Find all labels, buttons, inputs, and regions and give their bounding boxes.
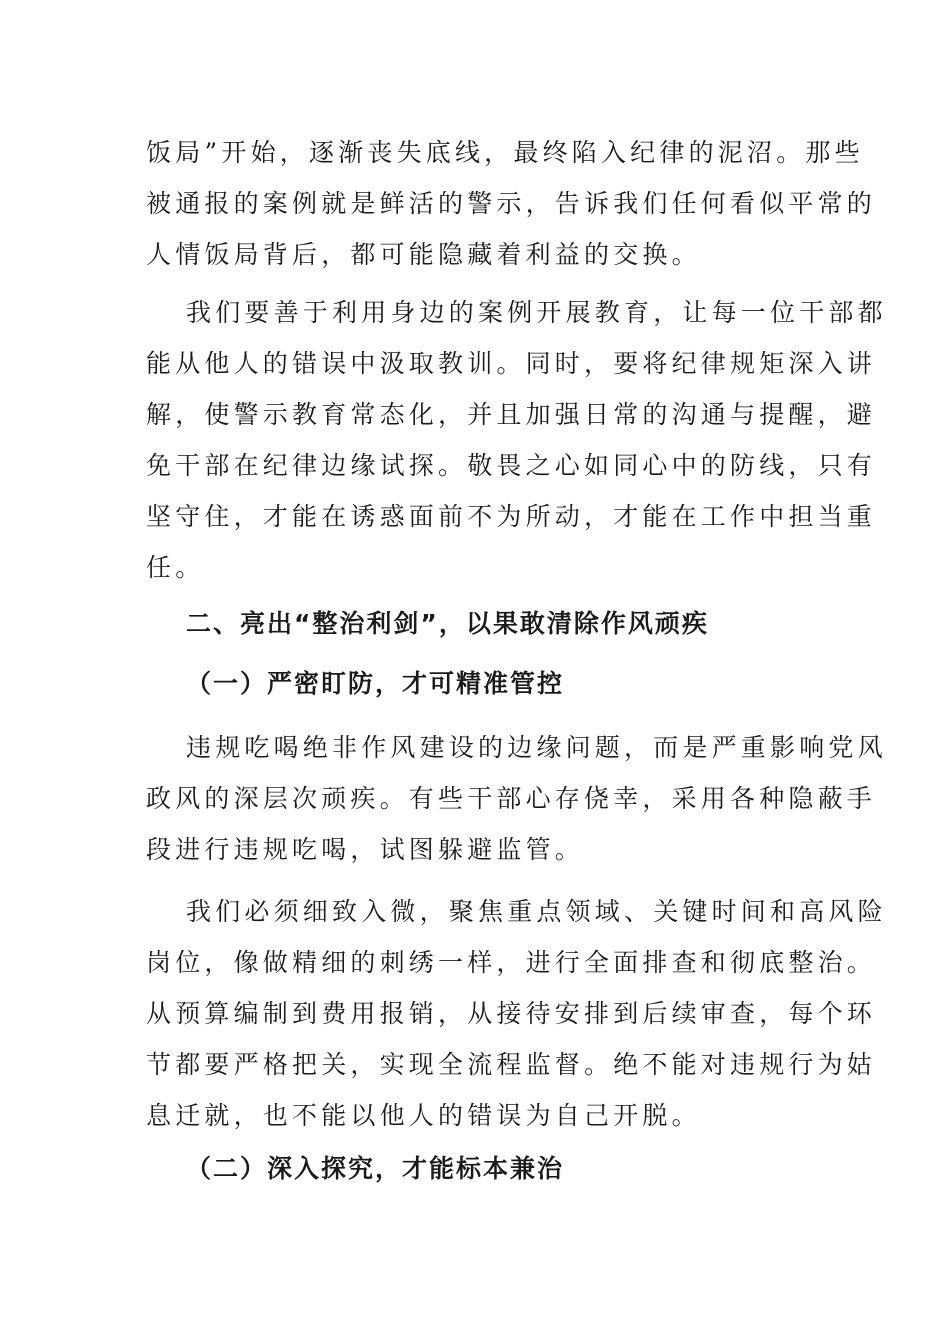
- paragraph-4: [146, 886, 887, 1141]
- text-line: 节都要严格把关，实现全流程监督。绝不能对违规行为姑: [146, 1050, 877, 1079]
- text-line: 免干部在纪律边缘试探。敬畏之心如同心中的防线，只有: [146, 451, 877, 480]
- text-line: 从预算编制到费用报销，从接待安排到后续审查，每个环: [146, 999, 877, 1028]
- text-line: 解，使警示教育常态化，并且加强日常的沟通与提醒，避: [146, 400, 877, 429]
- text-line: 能从他人的错误中汲取教训。同时，要将纪律规矩深入讲: [146, 349, 877, 378]
- text-line: 段进行违规吃喝，试图躲避监管。: [146, 835, 585, 864]
- subsection-heading-1: （一）严密盯防，才可精准管控: [186, 669, 565, 698]
- text-line: 饭局”开始，逐渐丧失底线，最终陷入纪律的泥沼。那些: [146, 138, 864, 167]
- text-line: 任。: [146, 553, 205, 582]
- text-line: 违规吃喝绝非作风建设的边缘问题，而是严重影响党风: [186, 733, 887, 762]
- text-line: 我们必须细致入微，聚焦重点领域、关键时间和高风险: [186, 897, 887, 926]
- text-line: 岗位，像做精细的刺绣一样，进行全面排查和彻底整治。: [146, 948, 877, 977]
- paragraph-2: [146, 287, 887, 593]
- text-line: 被通报的案例就是鲜活的警示，告诉我们任何看似平常的: [146, 189, 877, 218]
- subsection-heading-2: （二）深入探究，才能标本兼治: [186, 1154, 565, 1183]
- text-line: 我们要善于利用身边的案例开展教育，让每一位干部都: [186, 298, 887, 327]
- paragraph-3: [146, 722, 887, 875]
- text-line: 息迁就，也不能以他人的错误为自己开脱。: [146, 1101, 701, 1130]
- section-heading: 二、亮出“整治利剑”，以果敢清除作风顽疾: [186, 609, 709, 638]
- paragraph-1: [146, 127, 877, 280]
- text-line: 政风的深层次顽疾。有些干部心存侥幸，采用各种隐蔽手: [146, 784, 877, 813]
- text-line: 人情饭局背后，都可能隐藏着利益的交换。: [146, 240, 701, 269]
- text-line: 坚守住，才能在诱惑面前不为所动，才能在工作中担当重: [146, 502, 877, 531]
